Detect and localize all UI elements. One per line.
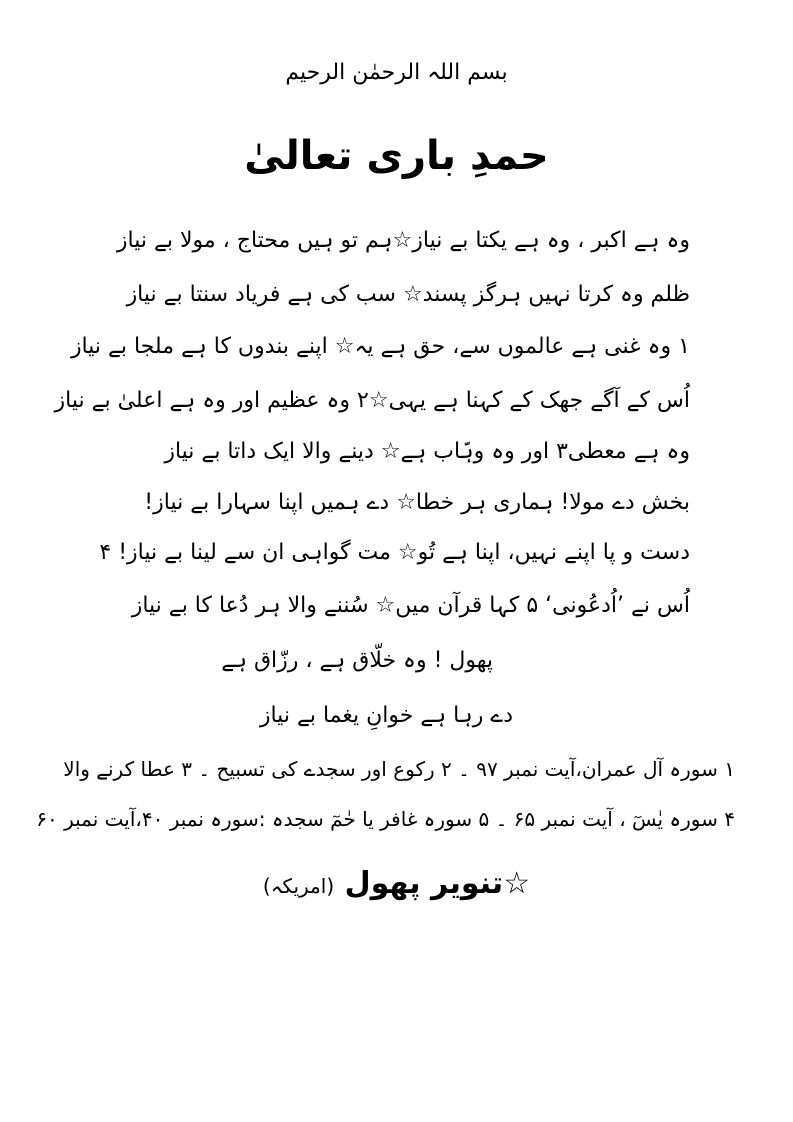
verse-line-2: ظلم وہ کرتا نہیں ہرگز پسند☆ سب کی ہے فریاد سنتا بے نیاز: [126, 282, 690, 307]
star-icon: ☆: [503, 866, 531, 901]
bismillah-heading: بسم اللہ الرحمٰن الرحیم: [285, 60, 508, 85]
footnote-line-1: ۱ سورہ آل عمران،آیت نمبر ۹۷ ۔ ۲ رکوع اور سجدے کی تسبیح ۔ ۳ عطا کرنے والا: [63, 757, 735, 781]
verse-line-4: اُس کے آگے جھک کے کہنا ہے یہی☆۲ وہ عظیم اور وہ ہے اعلیٰ بے نیاز: [54, 388, 690, 413]
verse-line-3: ۱ وہ غنی ہے عالموں سے، حق ہے یہ☆ اپنے بندوں کا ہے ملجا بے نیاز: [70, 334, 690, 359]
author-name: تنویر پھول: [344, 866, 504, 901]
verse-line-6: بخش دے مولا! ہماری ہر خطا☆ دے ہمیں اپنا سہارا بے نیاز!: [144, 490, 690, 515]
verse-line-8: اُس نے ’اُدعُونی‘ ۵ کہا قرآن میں☆ سُننے والا ہر دُعا کا بے نیاز: [131, 593, 690, 618]
author-country: (امریکہ): [262, 874, 335, 898]
verse-line-1: وہ ہے اکبر ، وہ ہے یکتا بے نیاز☆ہم تو ہیں محتاج ، مولا بے نیاز: [116, 228, 690, 253]
footnote-line-2: ۴ سورہ یٰسٓ ، آیت نمبر ۶۵ ۔ ۵ سورہ غافر یا حٰمٓ سجدہ :سورہ نمبر ۴۰،آیت نمبر ۶۰: [36, 807, 735, 831]
poem-title: حمدِ باری تعالیٰ: [244, 133, 549, 179]
verse-line-10: دے رہا ہے خوانِ یغما بے نیاز: [259, 703, 513, 728]
author-signature: [0, 862, 793, 908]
verse-line-5: وہ ہے معطی۳ اور وہ وہّاب ہے☆ دینے والا ایک داتا بے نیاز: [164, 439, 690, 464]
verse-line-9: پھول ! وہ خلّاق ہے ، رزّاق ہے: [221, 648, 493, 673]
verse-line-7: دست و پا اپنے نہیں، اپنا ہے تُو☆ مت گواہی ان سے لینا بے نیاز! ۴: [99, 540, 690, 565]
